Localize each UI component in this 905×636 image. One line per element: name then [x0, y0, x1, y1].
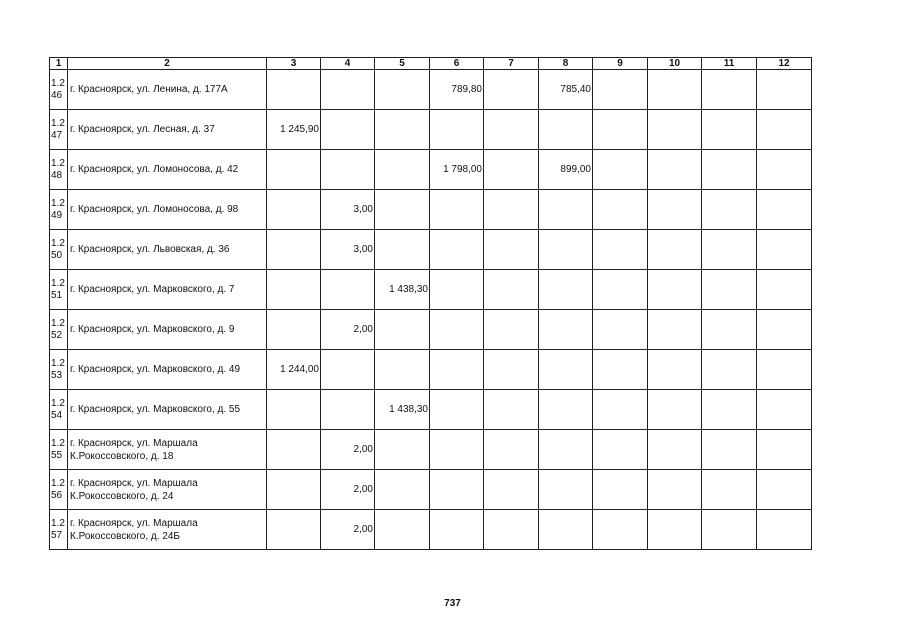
value-cell-col-7: [484, 70, 539, 110]
row-number-line: 48: [51, 169, 63, 181]
value-cell-col-3: 1 245,90: [267, 110, 321, 150]
column-header-11: 11: [702, 58, 757, 70]
value-cell-col-6: [430, 270, 484, 310]
value-cell-col-4: 3,00: [321, 190, 375, 230]
address-line: г. Красноярск, ул. Ленина, д. 177А: [70, 84, 228, 95]
address-line: г. Красноярск, ул. Лесная, д. 37: [70, 124, 215, 135]
value-cell-col-8: [539, 390, 593, 430]
value-cell-col-5: [375, 110, 430, 150]
value-cell-col-8: [539, 510, 593, 550]
row-number-cell: [50, 110, 68, 150]
value-cell-col-9: [593, 310, 648, 350]
value-cell-col-11: [702, 150, 757, 190]
row-number-cell: [50, 470, 68, 510]
value-cell-col-3: 1 244,00: [267, 350, 321, 390]
value-cell-col-9: [593, 390, 648, 430]
value-cell-col-9: [593, 150, 648, 190]
table-row: [50, 390, 812, 430]
row-number-cell: [50, 310, 68, 350]
row-number-cell: [50, 510, 68, 550]
value-cell-col-12: [757, 70, 812, 110]
column-header-9: 9: [593, 58, 648, 70]
address-line: г. Красноярск, ул. Марковского, д. 49: [70, 364, 241, 375]
value-cell-col-9: [593, 190, 648, 230]
value-cell-col-12: [757, 510, 812, 550]
value-cell-col-3: [267, 190, 321, 230]
value-cell-col-7: [484, 270, 539, 310]
value-cell-col-6: [430, 430, 484, 470]
value-cell-col-5: [375, 430, 430, 470]
value-cell-col-5: [375, 70, 430, 110]
address-line: г. Красноярск, ул. Ломоносова, д. 42: [70, 164, 239, 175]
value-cell-col-5: [375, 230, 430, 270]
table-row: [50, 190, 812, 230]
value-cell-col-10: [648, 110, 702, 150]
value-cell-col-3: [267, 150, 321, 190]
value-cell-col-8: [539, 350, 593, 390]
column-header-12: 12: [757, 58, 812, 70]
value-cell-col-10: [648, 270, 702, 310]
address-cell: [68, 230, 267, 270]
value-cell-col-11: [702, 390, 757, 430]
row-number-line: 50: [51, 249, 63, 261]
value-cell-col-4: [321, 150, 375, 190]
address-line: г. Красноярск, ул. Ломоносова, д. 98: [70, 204, 239, 215]
value-cell-col-7: [484, 430, 539, 470]
value-cell-col-10: [648, 150, 702, 190]
row-number-line: 1.2: [51, 277, 65, 289]
table-body: [50, 70, 812, 550]
value-cell-col-3: [267, 470, 321, 510]
row-number-cell: [50, 230, 68, 270]
table-row: [50, 510, 812, 550]
address-cell: [68, 310, 267, 350]
value-cell-col-12: [757, 230, 812, 270]
value-cell-col-4: [321, 110, 375, 150]
address-line: г. Красноярск, ул. Марковского, д. 7: [70, 284, 235, 295]
value-cell-col-12: [757, 150, 812, 190]
value-cell-col-3: [267, 510, 321, 550]
column-header-5: 5: [375, 58, 430, 70]
address-cell: [68, 470, 267, 510]
table-row: [50, 430, 812, 470]
value-cell-col-11: [702, 270, 757, 310]
value-cell-col-10: [648, 430, 702, 470]
address-line: г. Красноярск, ул. Львовская, д. 36: [70, 244, 230, 255]
value-cell-col-6: 789,80: [430, 70, 484, 110]
row-number-line: 1.2: [51, 197, 65, 209]
value-cell-col-12: [757, 350, 812, 390]
value-cell-col-4: 2,00: [321, 510, 375, 550]
table-row: [50, 110, 812, 150]
row-number-line: 1.2: [51, 317, 65, 329]
value-cell-col-12: [757, 310, 812, 350]
value-cell-col-4: [321, 390, 375, 430]
value-cell-col-12: [757, 110, 812, 150]
column-header-2: 2: [68, 58, 267, 70]
value-cell-col-10: [648, 310, 702, 350]
value-cell-col-11: [702, 110, 757, 150]
row-number-line: 55: [51, 449, 63, 461]
value-cell-col-4: [321, 350, 375, 390]
value-cell-col-11: [702, 430, 757, 470]
column-header-1: 1: [50, 58, 68, 70]
value-cell-col-8: [539, 230, 593, 270]
value-cell-col-11: [702, 310, 757, 350]
address-cell: [68, 430, 267, 470]
value-cell-col-10: [648, 190, 702, 230]
column-header-6: 6: [430, 58, 484, 70]
value-cell-col-9: [593, 510, 648, 550]
value-cell-col-12: [757, 430, 812, 470]
value-cell-col-3: [267, 390, 321, 430]
address-line: г. Красноярск, ул. Марковского, д. 55: [70, 404, 241, 415]
value-cell-col-7: [484, 230, 539, 270]
value-cell-col-6: [430, 350, 484, 390]
value-cell-col-10: [648, 350, 702, 390]
table-row: [50, 470, 812, 510]
row-number-line: 47: [51, 129, 63, 141]
value-cell-col-12: [757, 270, 812, 310]
address-line: г. Красноярск, ул. Маршала: [70, 517, 198, 529]
table-row: [50, 350, 812, 390]
value-cell-col-11: [702, 230, 757, 270]
table-row: [50, 270, 812, 310]
value-cell-col-5: 1 438,30: [375, 390, 430, 430]
value-cell-col-5: [375, 470, 430, 510]
address-line: К.Рокоссовского, д. 24: [70, 490, 174, 502]
value-cell-col-9: [593, 430, 648, 470]
value-cell-col-11: [702, 70, 757, 110]
value-cell-col-3: [267, 430, 321, 470]
address-cell: [68, 150, 267, 190]
row-number-line: 54: [51, 409, 63, 421]
header-row: [50, 58, 812, 70]
column-header-10: 10: [648, 58, 702, 70]
row-number-line: 1.2: [51, 117, 65, 129]
value-cell-col-8: [539, 430, 593, 470]
row-number-line: 51: [51, 289, 63, 301]
row-number-line: 1.2: [51, 397, 65, 409]
row-number-line: 53: [51, 369, 63, 381]
value-cell-col-4: 3,00: [321, 230, 375, 270]
value-cell-col-7: [484, 470, 539, 510]
value-cell-col-5: [375, 350, 430, 390]
column-header-3: 3: [267, 58, 321, 70]
value-cell-col-6: [430, 390, 484, 430]
table-header: [50, 58, 812, 70]
row-number-line: 1.2: [51, 77, 65, 89]
address-line: г. Красноярск, ул. Маршала: [70, 437, 198, 449]
value-cell-col-11: [702, 510, 757, 550]
value-cell-col-4: 2,00: [321, 310, 375, 350]
address-line: К.Рокоссовского, д. 24Б: [70, 530, 180, 542]
value-cell-col-6: [430, 310, 484, 350]
value-cell-col-9: [593, 70, 648, 110]
row-number-line: 1.2: [51, 357, 65, 369]
table-row: [50, 150, 812, 190]
value-cell-col-3: [267, 310, 321, 350]
value-cell-col-6: [430, 510, 484, 550]
value-cell-col-5: [375, 510, 430, 550]
address-line: г. Красноярск, ул. Марковского, д. 9: [70, 324, 235, 335]
value-cell-col-11: [702, 190, 757, 230]
value-cell-col-7: [484, 190, 539, 230]
page-number: 737: [444, 598, 461, 609]
value-cell-col-10: [648, 390, 702, 430]
row-number-line: 46: [51, 89, 63, 101]
row-number-cell: [50, 270, 68, 310]
address-cell: [68, 190, 267, 230]
address-cell: [68, 390, 267, 430]
row-number-cell: [50, 430, 68, 470]
value-cell-col-5: [375, 190, 430, 230]
value-cell-col-10: [648, 230, 702, 270]
value-cell-col-11: [702, 470, 757, 510]
row-number-cell: [50, 190, 68, 230]
row-number-line: 1.2: [51, 237, 65, 249]
row-number-line: 1.2: [51, 517, 65, 529]
value-cell-col-8: 899,00: [539, 150, 593, 190]
row-number-line: 52: [51, 329, 63, 341]
row-number-line: 1.2: [51, 437, 65, 449]
value-cell-col-8: [539, 470, 593, 510]
address-cell: [68, 350, 267, 390]
value-cell-col-9: [593, 470, 648, 510]
address-cell: [68, 510, 267, 550]
value-cell-col-12: [757, 470, 812, 510]
address-cell: [68, 270, 267, 310]
value-cell-col-8: [539, 110, 593, 150]
value-cell-col-5: [375, 310, 430, 350]
table-row: [50, 230, 812, 270]
value-cell-col-3: [267, 70, 321, 110]
value-cell-col-12: [757, 390, 812, 430]
value-cell-col-7: [484, 510, 539, 550]
row-number-cell: [50, 350, 68, 390]
row-number-line: 57: [51, 529, 63, 541]
value-cell-col-8: 785,40: [539, 70, 593, 110]
value-cell-col-10: [648, 70, 702, 110]
value-cell-col-11: [702, 350, 757, 390]
value-cell-col-6: [430, 190, 484, 230]
value-cell-col-7: [484, 390, 539, 430]
value-cell-col-6: [430, 230, 484, 270]
address-cell: [68, 110, 267, 150]
value-cell-col-7: [484, 310, 539, 350]
value-cell-col-8: [539, 270, 593, 310]
value-cell-col-6: 1 798,00: [430, 150, 484, 190]
address-line: К.Рокоссовского, д. 18: [70, 450, 174, 462]
row-number-cell: [50, 150, 68, 190]
value-cell-col-5: 1 438,30: [375, 270, 430, 310]
value-cell-col-6: [430, 470, 484, 510]
value-cell-col-10: [648, 510, 702, 550]
value-cell-col-9: [593, 350, 648, 390]
row-number-line: 56: [51, 489, 63, 501]
value-cell-col-5: [375, 150, 430, 190]
address-line: г. Красноярск, ул. Маршала: [70, 477, 198, 489]
row-number-cell: [50, 70, 68, 110]
data-table: [49, 57, 812, 550]
value-cell-col-3: [267, 270, 321, 310]
value-cell-col-8: [539, 310, 593, 350]
value-cell-col-7: [484, 110, 539, 150]
column-header-4: 4: [321, 58, 375, 70]
row-number-line: 49: [51, 209, 63, 221]
value-cell-col-8: [539, 190, 593, 230]
value-cell-col-7: [484, 150, 539, 190]
row-number-line: 1.2: [51, 477, 65, 489]
value-cell-col-3: [267, 230, 321, 270]
value-cell-col-9: [593, 230, 648, 270]
row-number-cell: [50, 390, 68, 430]
value-cell-col-4: 2,00: [321, 470, 375, 510]
value-cell-col-6: [430, 110, 484, 150]
value-cell-col-12: [757, 190, 812, 230]
value-cell-col-10: [648, 470, 702, 510]
value-cell-col-4: 2,00: [321, 430, 375, 470]
address-cell: [68, 70, 267, 110]
row-number-line: 1.2: [51, 157, 65, 169]
column-header-7: 7: [484, 58, 539, 70]
table-row: [50, 70, 812, 110]
value-cell-col-9: [593, 110, 648, 150]
column-header-8: 8: [539, 58, 593, 70]
value-cell-col-4: [321, 270, 375, 310]
value-cell-col-7: [484, 350, 539, 390]
value-cell-col-4: [321, 70, 375, 110]
value-cell-col-9: [593, 270, 648, 310]
table-row: [50, 310, 812, 350]
